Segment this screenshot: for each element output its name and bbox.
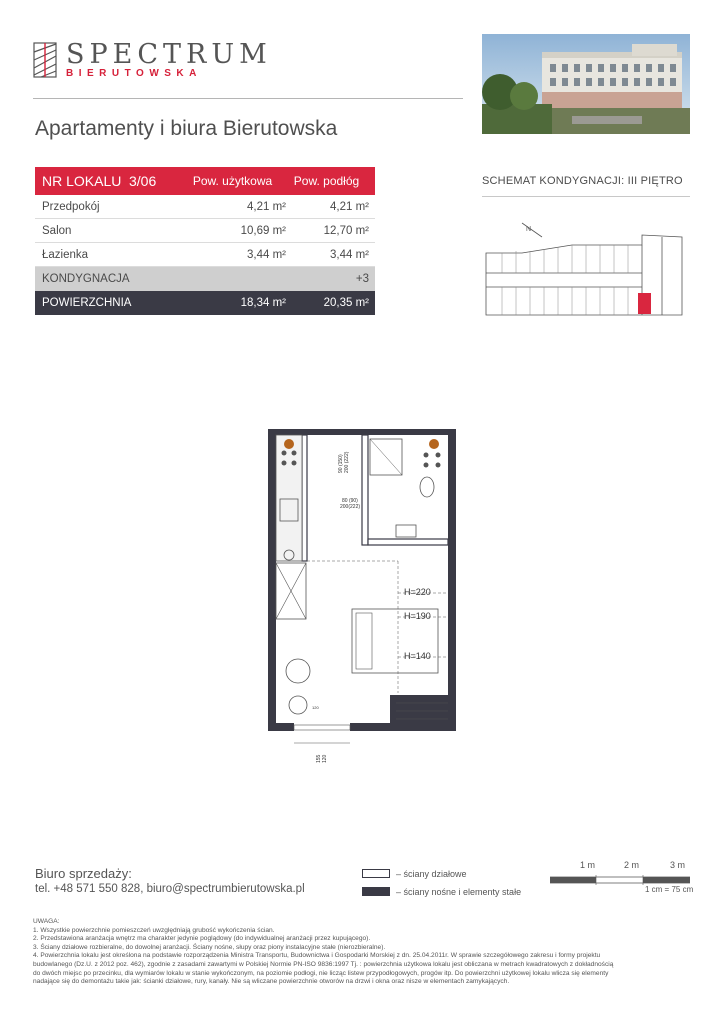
room-name: Przedpokój	[42, 200, 100, 213]
total-usable: 18,34 m²	[240, 297, 286, 309]
floor-level-label: KONDYGNACJA	[42, 273, 130, 285]
room-usable: 3,44 m²	[247, 248, 286, 261]
floor-schema-divider	[482, 196, 690, 197]
logo-subtitle: BIERUTOWSKA	[66, 68, 202, 79]
apartment-floor-plan	[262, 425, 462, 770]
ceiling-height-label: H=140	[404, 651, 431, 661]
room-name: Salon	[42, 224, 72, 237]
wall-legend	[362, 866, 521, 902]
unit-number-label: NR LOKALU	[42, 173, 122, 189]
floor-area-header: Pow. podłóg	[293, 174, 360, 188]
scale-tick-label: 1 m	[580, 860, 596, 870]
building-photo	[482, 34, 690, 134]
room-floor: 3,44 m²	[330, 248, 369, 261]
scale-tick-label: 3 m	[670, 860, 686, 870]
legend-label: – ściany nośne i elementy stałe	[396, 886, 522, 897]
floor-schema-diagram	[482, 215, 690, 320]
unit-number-value: 3/06	[129, 173, 157, 189]
scale-tick-label: 2 m	[624, 860, 640, 870]
window-dim-label: 155	[316, 754, 322, 763]
note-line: 3. Ściany działowe rozbieralne, do dowolnej aranżacji. Ściany nośne, słupy oraz piony instalacyjne stałe (nierozbieralne).	[33, 943, 386, 951]
door-dim-label: 80 (90)	[342, 498, 358, 504]
room-usable: 10,69 m²	[240, 224, 286, 237]
sales-office-label: Biuro sprzedaży:	[35, 866, 132, 881]
note-line: nadające się do demontażu takie jak: ścianki działowe, rury, kanały. Nie są wliczane powierzchnie otworów na drzwi i okna oraz nisze w elementach zamykających.	[33, 978, 510, 986]
total-area-label: POWIERZCHNIA	[42, 297, 132, 309]
note-line: 2. Przedstawiona aranżacja wnętrz ma charakter jedynie poglądowy (do indywidualnej aranżacji przez kupującego).	[33, 935, 371, 943]
header-divider	[33, 98, 463, 99]
ceiling-height-label: H=190	[404, 611, 431, 621]
legend-label: – ściany działowe	[396, 868, 467, 879]
ceiling-height-label: H=220	[404, 587, 431, 597]
room-floor: 4,21 m²	[330, 200, 369, 213]
footnotes	[33, 918, 693, 987]
room-usable: 4,21 m²	[247, 200, 286, 213]
door-dim-label: 90 (150)	[338, 454, 344, 473]
spectrum-logo-icon	[33, 42, 57, 78]
door-dim-label: 200(222)	[340, 504, 361, 510]
window-dim-label: 120	[322, 754, 328, 763]
total-area-row	[35, 291, 375, 315]
usable-area-header: Pow. użytkowa	[192, 174, 273, 188]
door-dim-label: 200 (222)	[344, 451, 350, 473]
note-line: 4. Powierzchnia lokalu jest określona na podstawie rozporządzenia Ministra Transportu, Budownictwa i Gospodarki Morskiej z dn. 25.04.2011r. W sprawie szczegółowego zakresu i formy projektu	[33, 952, 601, 960]
scale-bar-graphic	[550, 875, 690, 885]
table-header	[35, 167, 375, 195]
note-line: do dwóch miejsc po przecinku, dla wymiarów lokalu w stanie wykończonym, na poziomie podłogi, nie licząc listew przypodłogowych, progów itp. Do powierzchni użytkowej lokalu wlicza się elementy	[33, 969, 609, 977]
table-row	[35, 219, 375, 243]
room-floor: 12,70 m²	[323, 224, 369, 237]
floor-schema-title: SCHEMAT KONDYGNACJI: III PIĘTRO	[482, 175, 683, 187]
partition-wall-swatch	[362, 869, 390, 878]
table-row	[35, 243, 375, 267]
total-floor: 20,35 m²	[323, 297, 369, 309]
floor-level-value: +3	[355, 273, 369, 285]
notes-heading: UWAGA:	[33, 918, 60, 925]
legend-item	[362, 866, 521, 881]
legend-item	[362, 884, 521, 899]
page-title: Apartamenty i biura Bierutowska	[35, 117, 338, 140]
load-bearing-wall-swatch	[362, 887, 390, 896]
note-line: 1. Wszystkie powierzchnie pomieszczeń uwzględniają grubość wykończenia ścian.	[33, 926, 275, 934]
window-dim-label: 120	[312, 705, 319, 710]
area-table	[35, 167, 375, 315]
north-label: N	[526, 226, 532, 233]
scale-note: 1 cm = 75 cm	[645, 885, 694, 894]
note-line: budowlanego (Dz.U. z 2012 poz. 462), zgodnie z zasadami zawartymi w Polskiej Normie PN-ISO 9836:1997 Tj. : powierzchnia użytkowa lokalu jest obliczana w metrach kwadratowych z dokładnością	[33, 960, 614, 968]
room-name: Łazienka	[42, 248, 89, 261]
table-row	[35, 195, 375, 219]
logo-title: SPECTRUM	[66, 39, 272, 70]
floor-level-row	[35, 267, 375, 291]
sales-office-contact: tel. +48 571 550 828, biuro@spectrumbierutowska.pl	[35, 883, 305, 895]
